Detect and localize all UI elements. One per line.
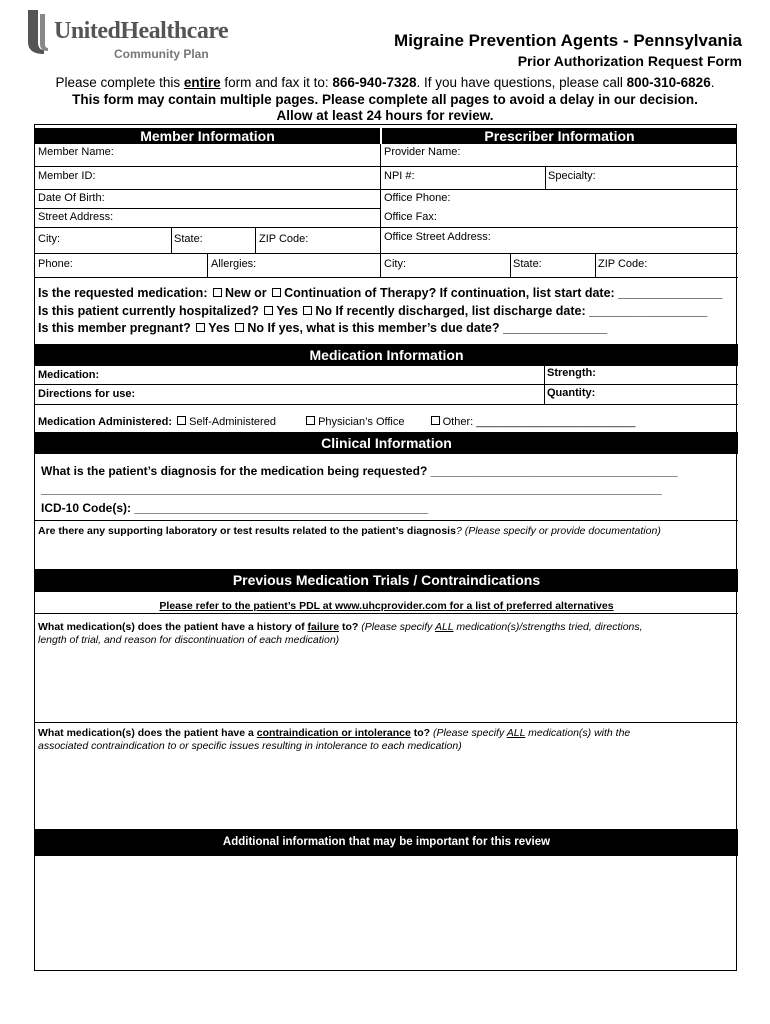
pregnant-yes-checkbox[interactable] bbox=[196, 323, 205, 332]
form-subtitle: Prior Authorization Request Form bbox=[517, 53, 742, 69]
question-text: Is this patient currently hospitalized? bbox=[38, 304, 259, 318]
icd-code-field[interactable]: ICD-10 Code(s): ____________________________________________ bbox=[41, 501, 428, 515]
divider bbox=[35, 384, 738, 385]
npi-field[interactable]: NPI #: bbox=[384, 170, 415, 182]
intro-emphasis: entire bbox=[183, 75, 221, 90]
divider bbox=[255, 227, 256, 253]
intro-text: form and fax it to: bbox=[220, 75, 333, 90]
divider bbox=[595, 253, 596, 277]
self-administered-label: Self-Administered bbox=[189, 416, 276, 428]
member-zip-field[interactable]: ZIP Code: bbox=[259, 233, 309, 245]
contra-text: to? bbox=[410, 727, 431, 739]
administered-label: Medication Administered: bbox=[38, 416, 173, 428]
contra-emphasis: contraindication or intolerance bbox=[256, 727, 411, 739]
specialty-field[interactable]: Specialty: bbox=[548, 170, 596, 182]
lab-results-question[interactable] bbox=[38, 525, 661, 537]
divider bbox=[35, 253, 738, 254]
brand-name: UnitedHealthcare bbox=[54, 18, 229, 44]
medication-status-question bbox=[38, 286, 722, 300]
pregnant-question bbox=[38, 321, 607, 335]
hospitalized-yes-checkbox[interactable] bbox=[264, 306, 273, 315]
question-text: Is the requested medication: bbox=[38, 286, 208, 300]
divider bbox=[544, 366, 545, 404]
prescriber-city-field[interactable]: City: bbox=[384, 258, 406, 270]
no-label: No If recently discharged, list discharge date: _________________ bbox=[315, 304, 708, 318]
provider-name-field[interactable]: Provider Name: bbox=[384, 146, 461, 158]
brand-subtitle: Community Plan bbox=[114, 47, 209, 61]
physician-office-label: Physician’s Office bbox=[318, 416, 405, 428]
contra-text: What medication(s) does the patient have a bbox=[38, 727, 257, 739]
divider bbox=[35, 208, 380, 209]
intro-review-notice: Allow at least 24 hours for review. bbox=[276, 108, 494, 123]
failure-note: length of trial, and reason for discontinuation of each medication) bbox=[38, 634, 340, 646]
pdl-notice: Please refer to the patient’s PDL at www.uhcprovider.com for a list of preferred alternatives bbox=[159, 600, 614, 612]
office-fax-field[interactable]: Office Fax: bbox=[384, 211, 437, 223]
member-info-heading: Member Information bbox=[35, 128, 380, 144]
failure-history-question[interactable] bbox=[38, 621, 643, 633]
failure-note-line2 bbox=[38, 634, 339, 646]
divider bbox=[35, 277, 738, 278]
previous-trials-heading: Previous Medication Trials / Contraindications bbox=[35, 569, 738, 592]
prescriber-info-heading: Prescriber Information bbox=[382, 128, 737, 144]
divider bbox=[207, 253, 208, 277]
intro-text: . If you have questions, please call bbox=[416, 75, 627, 90]
dob-field[interactable]: Date Of Birth: bbox=[38, 192, 105, 204]
member-name-field[interactable]: Member Name: bbox=[38, 146, 114, 158]
other-label: Other: __________________________ bbox=[442, 416, 636, 428]
quantity-field[interactable]: Quantity: bbox=[547, 387, 596, 399]
intro-instructions bbox=[20, 75, 750, 91]
medication-field[interactable]: Medication: bbox=[38, 369, 100, 381]
other-checkbox[interactable] bbox=[431, 416, 440, 425]
divider bbox=[35, 613, 738, 614]
prescriber-state-field[interactable]: State: bbox=[513, 258, 542, 270]
intro-text: . bbox=[710, 75, 715, 90]
failure-emphasis: failure bbox=[307, 621, 340, 633]
hospitalized-no-checkbox[interactable] bbox=[303, 306, 312, 315]
administration-row bbox=[38, 416, 635, 428]
self-administered-checkbox[interactable] bbox=[177, 416, 186, 425]
new-option-label: New or bbox=[224, 286, 267, 300]
contra-note-all: ALL bbox=[506, 727, 526, 739]
contra-note: associated contraindication to or specific issues resulting in intolerance to each medication) bbox=[38, 740, 462, 752]
form-title: Migraine Prevention Agents - Pennsylvania bbox=[394, 31, 742, 50]
divider bbox=[545, 166, 546, 189]
strength-field[interactable]: Strength: bbox=[547, 367, 596, 379]
phone-number: 800-310-6826 bbox=[626, 75, 711, 90]
member-phone-field[interactable]: Phone: bbox=[38, 258, 73, 270]
additional-info-area[interactable] bbox=[35, 856, 736, 970]
clinical-info-heading: Clinical Information bbox=[35, 432, 738, 454]
yes-label: Yes bbox=[208, 321, 230, 335]
divider bbox=[35, 189, 738, 190]
failure-note: (Please specify bbox=[358, 621, 435, 633]
divider bbox=[35, 520, 738, 521]
medication-info-heading: Medication Information bbox=[35, 344, 738, 366]
divider bbox=[35, 227, 738, 228]
additional-info-heading: Additional information that may be important for this review bbox=[35, 829, 738, 856]
physician-office-checkbox[interactable] bbox=[306, 416, 315, 425]
divider bbox=[380, 144, 381, 277]
member-city-field[interactable]: City: bbox=[38, 233, 60, 245]
prior-auth-form bbox=[34, 124, 737, 971]
intro-pages-notice: This form may contain multiple pages. Please complete all pages to avoid a delay in our decision. bbox=[72, 92, 698, 107]
allergies-field[interactable]: Allergies: bbox=[211, 258, 257, 270]
failure-text: to? bbox=[339, 621, 359, 633]
failure-note-all: ALL bbox=[434, 621, 454, 633]
street-address-field[interactable]: Street Address: bbox=[38, 211, 114, 223]
prescriber-zip-field[interactable]: ZIP Code: bbox=[598, 258, 648, 270]
divider bbox=[171, 227, 172, 253]
continuation-option-label: Continuation of Therapy? If continuation, list start date: _______________ bbox=[284, 286, 723, 300]
question-text: Is this member pregnant? bbox=[38, 321, 191, 335]
contra-note-line2 bbox=[38, 740, 462, 752]
failure-note: medication(s)/strengths tried, directions, bbox=[453, 621, 643, 633]
lab-question-note: ? (Please specify or provide documentation) bbox=[455, 525, 661, 537]
contra-note: (Please specify bbox=[430, 727, 507, 739]
member-id-field[interactable]: Member ID: bbox=[38, 170, 96, 182]
fax-number: 866-940-7328 bbox=[332, 75, 417, 90]
contra-note: medication(s) with the bbox=[525, 727, 631, 739]
office-street-field[interactable]: Office Street Address: bbox=[384, 231, 491, 243]
office-phone-field[interactable]: Office Phone: bbox=[384, 192, 451, 204]
hospitalized-question bbox=[38, 304, 707, 318]
divider bbox=[35, 404, 738, 405]
yes-label: Yes bbox=[276, 304, 298, 318]
directions-field[interactable]: Directions for use: bbox=[38, 388, 136, 400]
new-checkbox[interactable] bbox=[213, 288, 222, 297]
contraindication-question[interactable] bbox=[38, 727, 630, 739]
member-state-field[interactable]: State: bbox=[174, 233, 203, 245]
divider bbox=[35, 166, 738, 167]
diagnosis-line[interactable]: _____________________________________________________________________________________________ bbox=[41, 482, 662, 496]
pregnant-no-checkbox[interactable] bbox=[235, 323, 244, 332]
continuation-checkbox[interactable] bbox=[272, 288, 281, 297]
divider bbox=[35, 722, 738, 723]
divider bbox=[510, 253, 511, 277]
intro-text: Please complete this bbox=[55, 75, 184, 90]
no-label: No If yes, what is this member’s due date? _______________ bbox=[247, 321, 608, 335]
diagnosis-question[interactable]: What is the patient’s diagnosis for the medication being requested? _____________________________________ bbox=[41, 464, 678, 478]
lab-question-text: Are there any supporting laboratory or test results related to the patient’s diagnosis bbox=[38, 525, 456, 537]
failure-text: What medication(s) does the patient have a history of bbox=[38, 621, 308, 633]
